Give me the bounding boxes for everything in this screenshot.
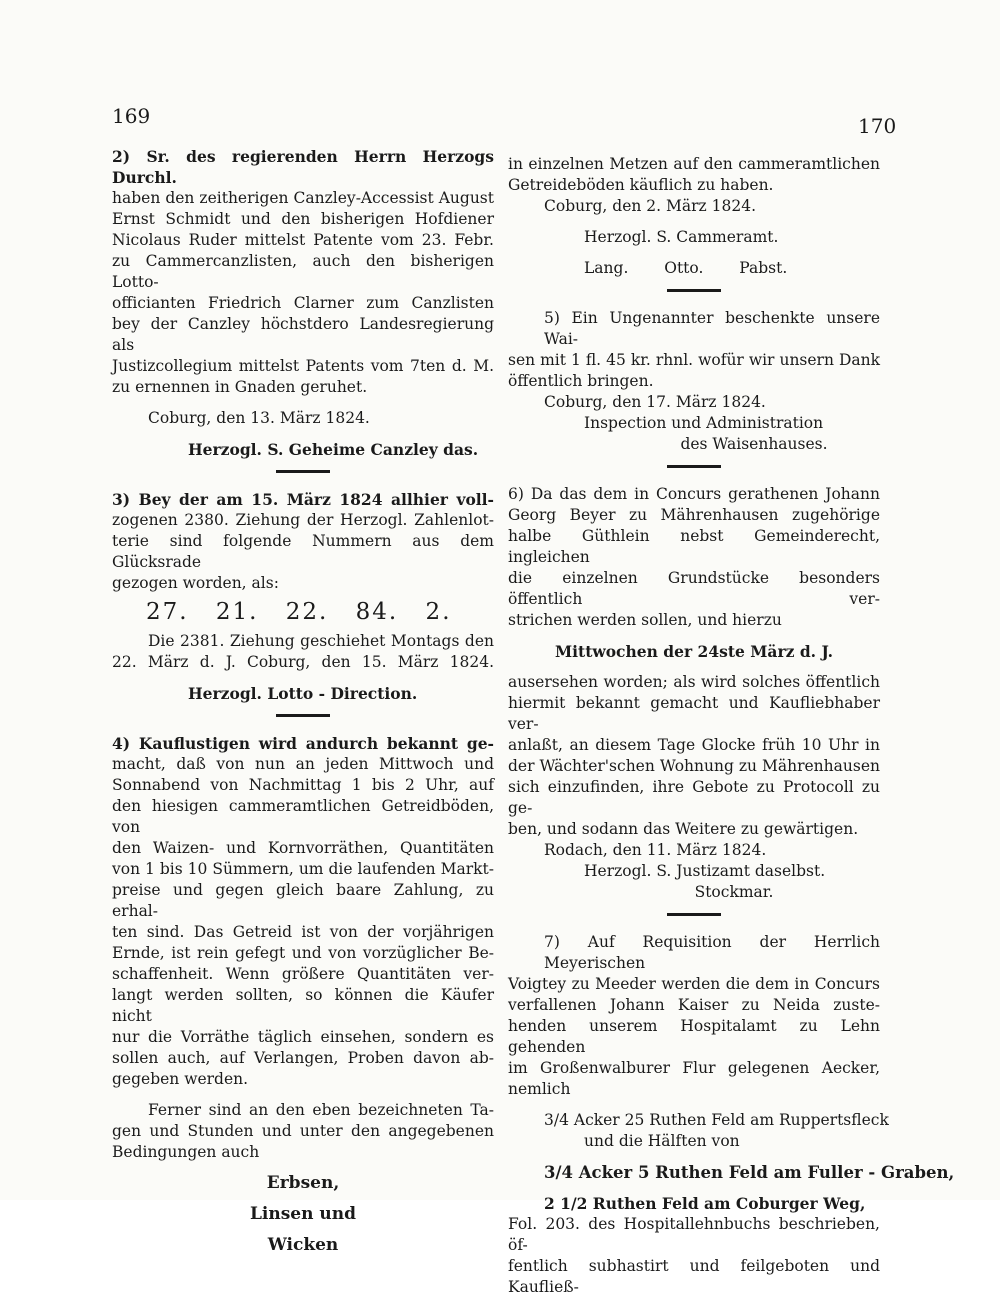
notice-5 xyxy=(508,308,880,455)
notice-6 xyxy=(508,484,880,903)
notice-6-line: strichen werden sollen, und hierzu xyxy=(508,611,782,629)
notice-4-line: Ernde, ist rein gefegt und von vorzüglicher Be- xyxy=(112,944,494,962)
right-column xyxy=(508,154,955,1298)
notice-6-line: anlaßt, an diesem Tage Glocke früh 10 Uhr in xyxy=(508,736,880,754)
notice-2-line: officianten Friedrich Clarner zum Canzlisten xyxy=(112,294,494,312)
notice-4-cont-signature: Herzogl. S. Cammeramt. xyxy=(584,228,779,246)
notice-5-signature: des Waisenhauses. xyxy=(680,435,828,453)
notice-3-line: 22. März d. J. Coburg, den 15. März 1824. xyxy=(112,653,494,671)
notice-7-line: 7) Auf Requisition der Herrlich Meyerischen xyxy=(544,933,880,972)
notice-2-line: bey der Canzley höchstdero Landesregierung als xyxy=(112,315,494,354)
notice-6-line: halbe Güthlein nebst Gemeinderecht, ingleichen xyxy=(508,527,880,566)
notice-3-line: 3) Bey der am 15. März 1824 allhier voll- xyxy=(112,490,494,509)
land-item: 3/4 Acker 5 Ruthen Feld am Fuller - Graben, xyxy=(544,1163,955,1182)
notice-6-signature: Herzogl. S. Justizamt daselbst. xyxy=(584,862,826,880)
notice-4-further-line: gen und Stunden und unter den angegebenen xyxy=(112,1122,494,1140)
notice-4-line: 4) Kauflustigen wird andurch bekannt ge- xyxy=(112,734,494,753)
notice-4-line: Sonnabend von Nachmittag 1 bis 2 Uhr, auf xyxy=(112,776,494,794)
notice-4-cont-line: in einzelnen Metzen auf den cammeramtlichen xyxy=(508,155,880,173)
notice-4-cont-place-date: Coburg, den 2. März 1824. xyxy=(544,197,756,215)
notice-5-line: öffentlich bringen. xyxy=(508,372,654,390)
notice-3-line: terie sind folgende Nummern aus dem Glücksrade xyxy=(112,532,494,571)
notice-7-closing-line: fentlich subhastirt und feilgeboten und Kaufließ- xyxy=(508,1257,880,1296)
notice-4-line: langt werden sollten, so können die Käufer nicht xyxy=(112,986,494,1025)
notice-2-line: 2) Sr. des regierenden Herrn Herzogs Durchl. xyxy=(112,147,494,187)
notice-4 xyxy=(112,733,494,1256)
notice-4-cont-names xyxy=(508,258,880,279)
notice-7 xyxy=(508,932,955,1298)
notice-2-place-date: Coburg, den 13. März 1824. xyxy=(148,409,370,427)
notice-6-date-line: Mittwochen der 24ste März d. J. xyxy=(555,642,833,661)
notice-6-line: sich einzufinden, ihre Gebote zu Protocoll zu ge- xyxy=(508,778,880,817)
notice-7-closing-line: Fol. 203. des Hospitallehnbuchs beschrieben, öf- xyxy=(508,1215,880,1254)
notice-2-line: haben den zeitherigen Canzley-Accessist August xyxy=(112,189,494,207)
notice-7-line: im Großenwalburer Flur gelegenen Aecker, nemlich xyxy=(508,1059,880,1098)
section-divider xyxy=(667,465,721,468)
notice-4-line: sollen auch, auf Verlangen, Proben davon ab- xyxy=(112,1049,494,1067)
notice-5-signature: Inspection und Administration xyxy=(584,414,824,432)
notice-2-line: Ernst Schmidt und den bisherigen Hofdiener xyxy=(112,210,494,228)
notice-7-line: Voigtey zu Meeder werden die dem in Concurs xyxy=(508,975,880,993)
notice-3-line: gezogen worden, als: xyxy=(112,574,279,592)
signer-name: Otto. xyxy=(664,259,704,277)
notice-5-line: sen mit 1 fl. 45 kr. rhnl. wofür wir unsern Dank xyxy=(508,351,880,369)
notice-4-continued xyxy=(508,154,880,279)
section-divider xyxy=(276,714,330,717)
notice-2-line: zu ernennen in Gnaden geruhet. xyxy=(112,378,368,396)
notice-6-line: 6) Da das dem in Concurs gerathenen Johann xyxy=(508,485,880,503)
left-column xyxy=(112,146,494,1256)
notice-4-line: den hiesigen cammeramtlichen Getreidböden, von xyxy=(112,797,494,836)
goods-item: Linsen und xyxy=(249,1204,357,1224)
section-divider xyxy=(276,470,330,473)
notice-2-line: Justizcollegium mittelst Patents vom 7ten d. M. xyxy=(112,357,494,375)
notice-3 xyxy=(112,489,494,704)
section-divider xyxy=(667,913,721,916)
notice-5-line: 5) Ein Ungenannter beschenkte unsere Wai- xyxy=(544,309,880,348)
goods-item: Erbsen, xyxy=(266,1173,340,1193)
notice-4-line: preise und gegen gleich baare Zahlung, zu erhal- xyxy=(112,881,494,920)
notice-2-line: zu Cammercanzlisten, auch den bisherigen Lotto- xyxy=(112,252,494,291)
notice-6-line: die einzelnen Grundstücke besonders öffentlich ver- xyxy=(508,569,880,608)
signer-name: Pabst. xyxy=(739,259,788,277)
notice-4-line: macht, daß von nun an jeden Mittwoch und xyxy=(112,755,494,773)
notice-4-line: schaffenheit. Wenn größere Quantitäten ver- xyxy=(112,965,494,983)
notice-7-line: henden unserem Hospitalamt zu Lehn gehenden xyxy=(508,1017,880,1056)
notice-6-line: Georg Beyer zu Mährenhausen zugehörige xyxy=(508,506,880,524)
notice-4-line: von 1 bis 10 Sümmern, um die laufenden Markt- xyxy=(112,860,494,878)
notice-2-signature: Herzogl. S. Geheime Canzley das. xyxy=(188,440,479,459)
notice-7-line: verfallenen Johann Kaiser zu Neida zuste- xyxy=(508,996,880,1014)
notice-4-further-line: Bedingungen auch xyxy=(112,1143,260,1161)
notice-4-further-line: Ferner sind an den eben bezeichneten Ta- xyxy=(148,1101,494,1119)
land-item: 2 1/2 Ruthen Feld am Coburger Weg, xyxy=(544,1194,866,1213)
notice-4-cont-line: Getreideböden käuflich zu haben. xyxy=(508,176,774,194)
notice-6-name: Stockmar. xyxy=(694,883,774,901)
notice-2 xyxy=(112,146,494,460)
land-item: und die Hälften von xyxy=(584,1132,740,1150)
notice-6-line: der Wächter'schen Wohnung zu Mährenhausen xyxy=(508,757,880,775)
lottery-numbers: 27. 21. 22. 84. 2. xyxy=(146,599,452,625)
notice-6-line: ben, und sodann das Weitere zu gewärtigen. xyxy=(508,820,859,838)
notice-3-line: Die 2381. Ziehung geschiehet Montags den xyxy=(148,632,494,650)
notice-2-line: Nicolaus Ruder mittelst Patente vom 23. Febr. xyxy=(112,231,494,249)
notice-4-line: nur die Vorräthe täglich einsehen, sondern es xyxy=(112,1028,494,1046)
notice-3-signature: Herzogl. Lotto - Direction. xyxy=(188,684,418,703)
goods-item: Wicken xyxy=(267,1235,339,1255)
notice-3-line: zogenen 2380. Ziehung der Herzogl. Zahlenlot- xyxy=(112,511,494,529)
notice-6-line: hiermit bekannt gemacht und Kaufliebhaber ver- xyxy=(508,694,880,733)
page-number-left: 169 xyxy=(112,104,151,128)
notice-4-line: ten sind. Das Getreid ist von der vorjährigen xyxy=(112,923,494,941)
section-divider xyxy=(667,289,721,292)
page-number-right: 170 xyxy=(858,114,897,138)
notice-5-place-date: Coburg, den 17. März 1824. xyxy=(544,393,766,411)
land-item: 3/4 Acker 25 Ruthen Feld am Ruppertsfleck xyxy=(544,1111,889,1129)
notice-6-line: ausersehen worden; als wird solches öffentlich xyxy=(508,673,880,691)
signer-name: Lang. xyxy=(584,259,629,277)
notice-4-line: den Waizen- und Kornvorräthen, Quantitäten xyxy=(112,839,494,857)
notice-6-place-date: Rodach, den 11. März 1824. xyxy=(544,841,767,859)
notice-4-line: gegeben werden. xyxy=(112,1070,249,1088)
